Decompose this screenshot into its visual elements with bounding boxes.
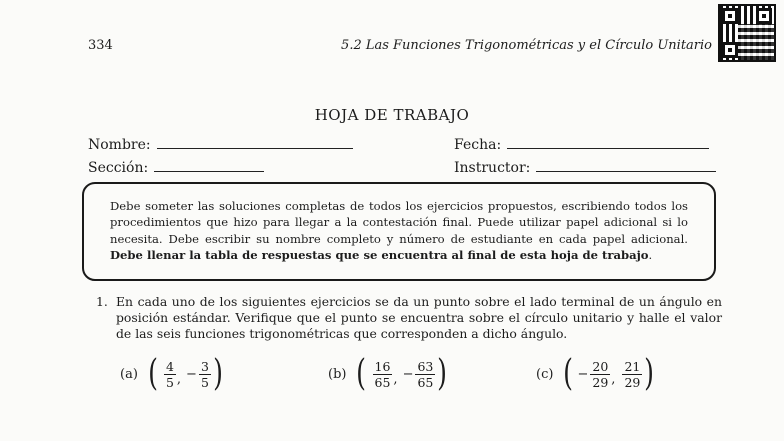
instructions-box [82, 182, 716, 281]
qr-code-icon [718, 4, 776, 62]
page-number: 334 [88, 38, 113, 53]
exercise-number: 1. [96, 294, 108, 309]
y-sign: − [402, 366, 414, 382]
part-label: (c) [536, 366, 554, 382]
instructions-bold: Debe llenar la tabla de respuestas que se encuentra al final de esta hoja de trabajo [110, 248, 649, 263]
instructor-line[interactable] [536, 159, 716, 172]
y-sign: − [186, 366, 197, 382]
instructor-field[interactable] [454, 159, 716, 176]
x-sign: − [577, 366, 589, 382]
part-b: (b) ( $\frac{16}{65}$ , − $\frac{63}{65}$ ) [328, 353, 448, 394]
fecha-label: Fecha: [454, 137, 502, 153]
part-label: (a) [120, 366, 138, 382]
exercise-1 [96, 294, 722, 342]
instructor-label: Instructor: [454, 160, 531, 176]
part-a: (a) ( $\frac{4}{5}$ , − $\frac{3}{5}$ ) [120, 353, 223, 394]
fecha-line[interactable] [507, 136, 709, 149]
x-fraction: $\frac{16}{65}$ [374, 358, 391, 390]
x-fraction: $\frac{4}{5}$ [165, 358, 174, 390]
instructions-text: Debe someter las soluciones completas de todos los ejercicios propuestos, escribiendo todos los procedimientos que hizo para llegar a la contestación final. Puede utilizar papel adicional si lo necesita. Debe escribir su nombre completo y número de estudiante en cada papel adicional. [110, 199, 688, 246]
fecha-field[interactable] [454, 136, 709, 153]
seccion-label: Sección: [88, 160, 149, 176]
part-label: (b) [328, 366, 347, 382]
y-fraction: $\frac{3}{5}$ [200, 358, 209, 390]
nombre-line[interactable] [157, 136, 353, 149]
exercise-parts [0, 352, 784, 402]
nombre-field[interactable] [88, 136, 353, 153]
section-title: 5.2 Las Funciones Trigonométricas y el Círculo Unitario [341, 38, 712, 53]
part-c: (c) ( − $\frac{20}{29}$ , $\frac{21}{29}$ ) [536, 353, 655, 394]
seccion-line[interactable] [154, 159, 264, 172]
y-fraction: $\frac{21}{29}$ [624, 358, 641, 390]
worksheet-title: HOJA DE TRABAJO [314, 106, 470, 124]
x-fraction: $\frac{20}{29}$ [592, 358, 609, 390]
instructions-end: . [648, 248, 653, 263]
y-fraction: $\frac{63}{65}$ [417, 358, 434, 390]
exercise-text: En cada uno de los siguientes ejercicios se da un punto sobre el lado terminal de un ángulo en posición estándar. Verifique que el punto se encuentra sobre el círculo unitario y halle el valor de las seis funciones trigonométricas que corresponden a dicho ángulo. [116, 294, 722, 341]
seccion-field[interactable] [88, 159, 264, 176]
nombre-label: Nombre: [88, 137, 151, 153]
